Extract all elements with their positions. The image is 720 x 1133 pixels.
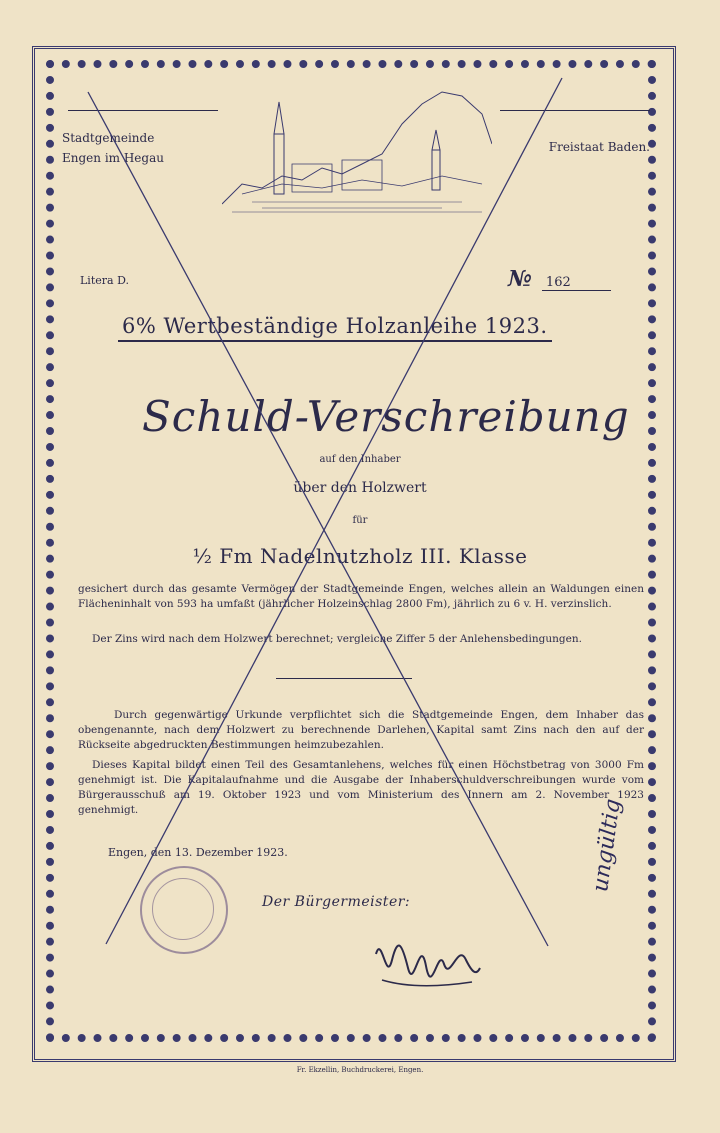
- invalid-stamp: ungültig: [588, 797, 626, 894]
- municipality-line-2: Engen im Hegau: [62, 151, 164, 165]
- document-title: Schuld-Verschreibung: [142, 392, 630, 441]
- bearer-line: auf den Inhaber: [319, 454, 401, 465]
- wood-amount: ½ Fm Nadelnutzholz III. Klasse: [192, 544, 528, 568]
- interest-paragraph: Der Zins wird nach dem Holzwert berechnet; vergleiche Ziffer 5 der Anlehensbedingungen.: [92, 633, 582, 645]
- printer-imprint: Fr. Ekzellin, Buchdruckerei, Engen.: [296, 1066, 424, 1074]
- municipality-line-1: Stadtgemeinde: [62, 131, 155, 145]
- security-paragraph: gesichert durch das gesamte Vermögen der Stadtgemeinde Engen, welches allein an Waldungen einen Flächeninhalt von 593 ha umfaßt (jährlicher Holzeinschlag 2800 Fm), jährlich zu 6 v. H. verzinslich.: [78, 583, 644, 610]
- fuer-line: für: [352, 515, 368, 526]
- mayor-label: Der Bürgermeister:: [262, 894, 411, 910]
- state-name: Freistaat Baden.: [548, 140, 650, 154]
- place-date: Engen, den 13. Dezember 1923.: [108, 846, 288, 859]
- litera-label: Litera D.: [80, 274, 129, 287]
- obligation-paragraph: Durch gegenwärtige Urkunde verpflichtet sich die Stadtgemeinde Engen, dem Inhaber das obengenannte, nach dem Holzwert zu berechnende Darlehen, Kapital samt Zins nach den auf der Rückseite abgedruckten Bestimmungen heimzubezahlen.: [78, 709, 644, 751]
- number-label: №: [508, 266, 532, 292]
- approval-paragraph: Dieses Kapital bildet einen Teil des Gesamtanlehens, welches für einen Höchstbetrag von 3000 Fm genehmigt ist. Die Kapitalaufnahme und die Ausgabe der Inhaberschuldverschreibungen wurde vom Bürgerausschuß am 19. Oktober 1923 und vom Ministerium des Innern am 2. November 1923 genehmigt.: [78, 759, 644, 816]
- number-value: 162: [542, 275, 611, 291]
- loan-title: 6% Wertbeständige Holzanleihe 1923.: [118, 314, 552, 342]
- value-line: über den Holzwert: [293, 480, 427, 496]
